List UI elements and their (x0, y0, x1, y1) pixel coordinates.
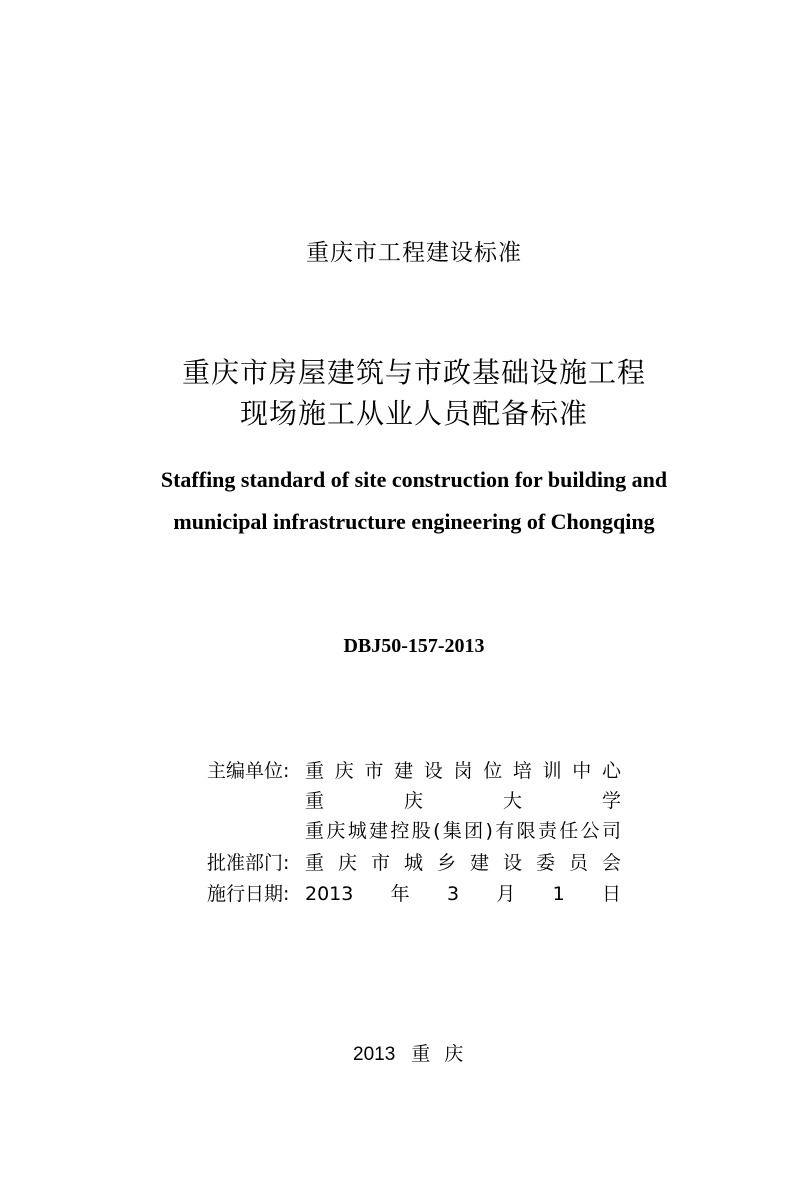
english-title-line-2: municipal infrastructure engineering of Chongqing (173, 509, 655, 534)
standard-code: DBJ50-157-2013 (343, 635, 485, 657)
editor-1: 重庆市建设岗位培训中心 (305, 760, 621, 782)
footer-city: 重庆 (411, 1043, 478, 1065)
series-title: 重庆市工程建设标准 (306, 240, 522, 266)
footer-imprint (353, 1039, 477, 1066)
main-title-line-2: 现场施工从业人员配备标准 (239, 397, 588, 430)
main-title-line-1: 重庆市房屋建筑与市政基础设施工程 (181, 356, 646, 389)
english-title-line-1: Staffing standard of site construction for building and (160, 467, 668, 492)
approver-value: 重庆市城乡建设委员会 (305, 852, 621, 874)
editor-3: 重庆城建控股(集团)有限责任公司 (305, 820, 621, 842)
effective-date-value: 2013年3月1日 (305, 883, 621, 905)
footer-year: 2013 (353, 1044, 396, 1065)
effective-date-label: 施行日期: (207, 883, 290, 905)
approver-label: 批准部门: (207, 852, 290, 874)
editor-2: 重庆大学 (305, 790, 621, 812)
editor-label: 主编单位: (207, 760, 290, 782)
